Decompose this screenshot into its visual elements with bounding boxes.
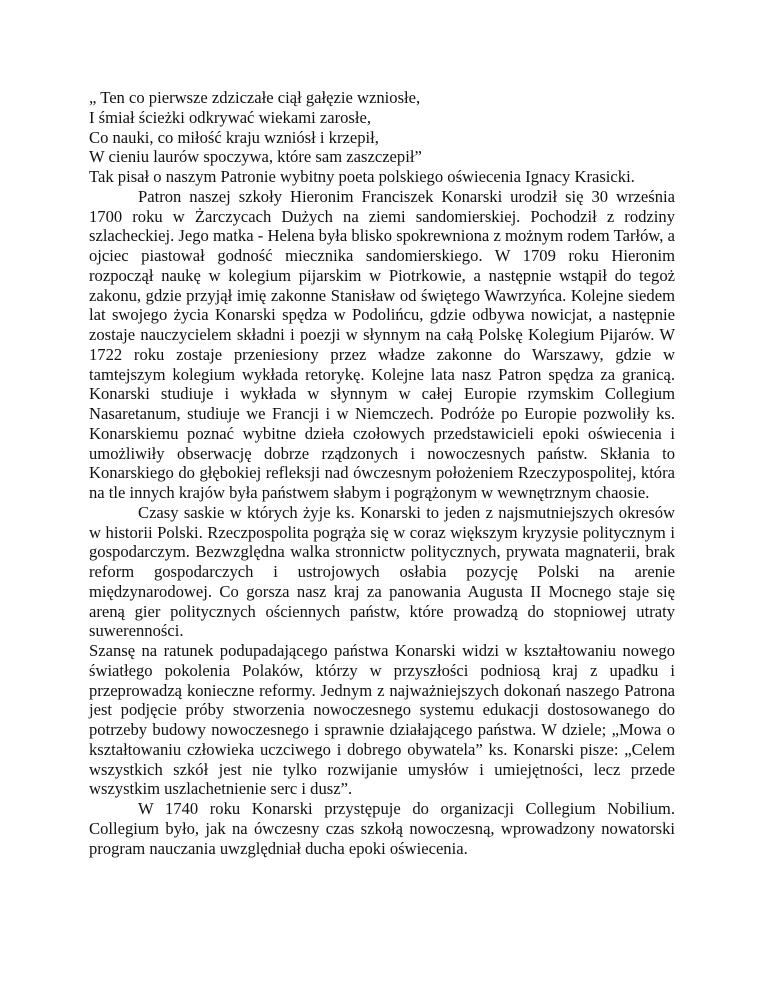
document-page bbox=[89, 88, 675, 858]
poem-line: Co nauki, co miłość kraju wzniósł i krzepił, bbox=[89, 127, 379, 147]
poem-line: I śmiał ścieżki odkrywać wiekami zarosłe, bbox=[89, 107, 371, 127]
paragraph-saxon-era: Czasy saskie w których żyje ks. Konarski to jeden z najsmutniejszych okresów w historii Polski. Rzeczpospolita pogrąża się w coraz większym kryzysie politycznym i gospodarczym. Bezwzględna walka stronnictw politycznych, prywata magnaterii, brak reform gospodarczych i ustrojowych osłabia pozycję Polski na arenie międzynarodowej. Co gorsza nasz kraj za panowania Augusta II Mocnego staje się areną gier politycznych ościennych państw, które prowadzą do stopniowej utraty suwerenności. bbox=[89, 502, 675, 641]
paragraph-attribution: Tak pisał o naszym Patronie wybitny poeta polskiego oświecenia Ignacy Krasicki. bbox=[89, 167, 635, 186]
poem-epigraph bbox=[89, 88, 675, 167]
paragraph-biography: Patron naszej szkoły Hieronim Franciszek Konarski urodził się 30 września 1700 roku w Żarczycach Dużych na ziemi sandomierskiej. Pochodził z rodziny szlacheckiej. Jego matka - Helena była blisko spokrewniona z możnym rodem Tarłów, a ojciec piastował godność miecznika sandomierskiego. W 1709 roku Hieronim rozpoczął naukę w kolegium pijarskim w Piotrkowie, a następnie wstąpił do tegoż zakonu, gdzie przyjął imię zakonne Stanisław od świętego Wawrzyńca. Kolejne siedem lat swojego życia Konarski spędza w Podolińcu, gdzie odbywa nowicjat, a następnie zostaje nauczycielem składni i poezji w słynnym na całą Polskę Kolegium Pijarów. W 1722 roku zostaje przeniesiony przez władze zakonne do Warszawy, gdzie w tamtejszym kolegium wykłada retorykę. Kolejne lata nasz Patron spędza za granicą. Konarski studiuje i wykłada w słynnym w całej Europie rzymskim Collegium Nasaretanum, studiuje we Francji i w Niemczech. Podróże po Europie pozwoliły ks. Konarskiemu poznać wybitne dzieła czołowych przedstawicieli epoki oświecenia i umożliwiły obserwację dobrze rządzonych i nowoczesnych państw. Skłania to Konarskiego do głębokiej refleksji nad ówczesnym położeniem Rzeczypospolitej, która na tle innych krajów była państwem słabym i pogrążonym w wewnętrznym chaosie. bbox=[89, 186, 675, 502]
paragraph-collegium-nobilium: W 1740 roku Konarski przystępuje do organizacji Collegium Nobilium. Collegium było, jak na ówczesny czas szkołą nowoczesną, wprowadzony nowatorski program nauczania uwzględniał ducha epoki oświecenia. bbox=[89, 799, 675, 858]
poem-line: W cieniu laurów spoczywa, które sam zaszczepił” bbox=[89, 147, 422, 167]
paragraph-education-reform: Szansę na ratunek podupadającego państwa Konarski widzi w kształtowaniu nowego światłego pokolenia Polaków, którzy w przyszłości podniosą kraj z upadku i przeprowadzą konieczne reformy. Jednym z najważniejszych dokonań naszego Patrona jest podjęcie próby stworzenia nowoczesnego systemu edukacji dostosowanego do potrzeby budowy nowoczesnego i sprawnie działającego państwa. W dziele; „Mowa o kształtowaniu człowieka uczciwego i dobrego obywatela” ks. Konarski pisze: „Celem wszystkich szkół jest nie tylko rozwijanie umysłów i umiejętności, lecz przede wszystkim uszlachetnienie serc i dusz”. bbox=[89, 641, 675, 799]
poem-line: „ Ten co pierwsze zdziczałe ciął gałęzie wzniosłe, bbox=[89, 88, 421, 107]
